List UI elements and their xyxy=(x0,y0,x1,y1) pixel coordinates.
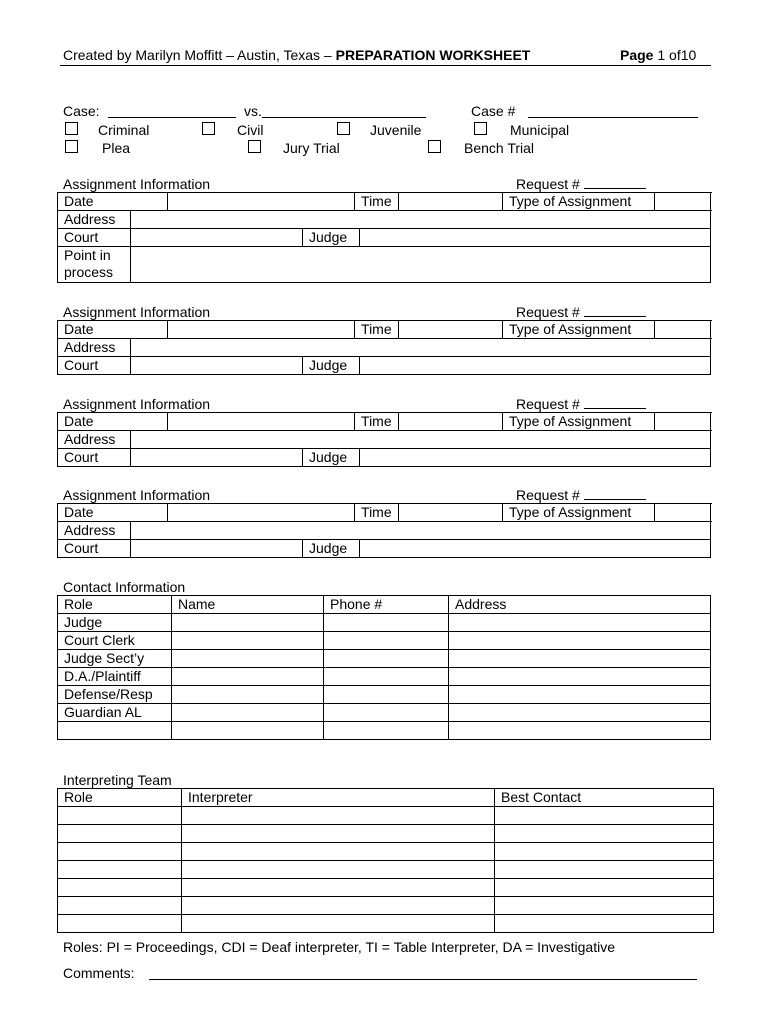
date-cell: Date xyxy=(58,413,168,431)
request-number-field[interactable] xyxy=(584,305,646,317)
assignment-table-3 xyxy=(57,412,711,431)
interpreting-team-heading: Interpreting Team xyxy=(63,772,172,788)
role-field[interactable] xyxy=(58,825,182,843)
judge-value[interactable] xyxy=(360,540,711,558)
contact-role-field[interactable] xyxy=(58,722,172,740)
comments-field[interactable] xyxy=(149,979,697,980)
role-field[interactable] xyxy=(58,879,182,897)
address-label: Address xyxy=(58,431,131,449)
best-contact-field[interactable] xyxy=(495,861,714,879)
table-row xyxy=(58,915,714,933)
address-label: Address xyxy=(58,211,131,229)
best-contact-field[interactable] xyxy=(495,825,714,843)
time-value-cell[interactable] xyxy=(399,193,503,211)
juvenile-label: Juvenile xyxy=(370,122,422,138)
bench-trial-checkbox[interactable] xyxy=(428,140,441,153)
criminal-label: Criminal xyxy=(98,122,150,138)
address-field[interactable] xyxy=(449,614,711,632)
bench-trial-label: Bench Trial xyxy=(464,140,535,156)
name-field[interactable] xyxy=(172,722,324,740)
address-field[interactable] xyxy=(449,686,711,704)
assignment-table-1 xyxy=(57,192,711,211)
case-number-label: Case # xyxy=(471,103,516,119)
interpreter-field[interactable] xyxy=(182,843,495,861)
juvenile-checkbox[interactable] xyxy=(337,122,350,135)
criminal-checkbox[interactable] xyxy=(65,122,78,135)
judge-label: Judge xyxy=(303,229,360,247)
vs-label: vs. xyxy=(244,103,262,119)
page-header xyxy=(63,48,530,62)
type-of-assignment-value[interactable] xyxy=(655,321,711,338)
assignment-table-4 xyxy=(57,503,711,522)
table-row xyxy=(58,879,714,897)
table-row xyxy=(58,686,711,704)
type-of-assignment-value[interactable] xyxy=(655,193,711,210)
assignment-heading: Assignment Information xyxy=(63,176,211,192)
request-number-field[interactable] xyxy=(584,177,646,189)
contact-col-name: Name xyxy=(172,596,324,614)
date-value-cell[interactable] xyxy=(168,413,355,431)
comments-label: Comments: xyxy=(63,965,135,981)
date-cell: Date xyxy=(58,504,168,522)
interpreter-field[interactable] xyxy=(182,807,495,825)
assignment-heading: Assignment Information xyxy=(63,487,211,503)
time-value-cell[interactable] xyxy=(399,413,503,431)
contact-role: Guardian AL xyxy=(58,704,172,722)
date-value-cell[interactable] xyxy=(168,504,355,522)
best-contact-field[interactable] xyxy=(495,843,714,861)
address-value[interactable] xyxy=(131,431,711,449)
judge-label: Judge xyxy=(303,449,360,467)
contact-role: Court Clerk xyxy=(58,632,172,650)
date-value-cell[interactable] xyxy=(168,193,355,211)
case-label: Case: xyxy=(63,103,100,119)
plea-checkbox[interactable] xyxy=(65,140,78,153)
interpreter-field[interactable] xyxy=(182,861,495,879)
interpreting-team-table xyxy=(57,788,714,933)
address-value[interactable] xyxy=(131,211,711,229)
table-row xyxy=(58,614,711,632)
type-of-assignment-value[interactable] xyxy=(655,413,711,430)
court-label: Court xyxy=(58,357,131,375)
address-label: Address xyxy=(58,339,131,357)
time-cell: Time xyxy=(355,193,399,211)
type-of-assignment-label: Type of Assignment xyxy=(503,321,655,338)
interpreter-field[interactable] xyxy=(182,879,495,897)
plea-label: Plea xyxy=(102,140,131,156)
table-row xyxy=(58,897,714,915)
role-field[interactable] xyxy=(58,897,182,915)
date-value-cell[interactable] xyxy=(168,321,355,339)
address-label: Address xyxy=(58,522,131,540)
contact-role: Defense/Resp xyxy=(58,686,172,704)
point-in-process-value[interactable] xyxy=(131,247,711,283)
address-field[interactable] xyxy=(449,650,711,668)
judge-value[interactable] xyxy=(360,229,711,247)
civil-label: Civil xyxy=(237,122,264,138)
time-cell: Time xyxy=(355,504,399,522)
type-of-assignment-label: Type of Assignment xyxy=(503,193,655,210)
best-contact-field[interactable] xyxy=(495,915,714,933)
name-field[interactable] xyxy=(172,668,324,686)
name-field[interactable] xyxy=(172,704,324,722)
contact-role: Judge Sect’y xyxy=(58,650,172,668)
contact-col-phone: Phone # xyxy=(324,596,449,614)
table-row xyxy=(58,807,714,825)
assignment-table-1-body xyxy=(57,210,711,283)
opposing-party-field[interactable] xyxy=(262,117,426,118)
address-field[interactable] xyxy=(449,668,711,686)
name-field[interactable] xyxy=(172,686,324,704)
court-value[interactable] xyxy=(131,449,303,467)
phone-field[interactable] xyxy=(324,668,449,686)
table-row xyxy=(58,632,711,650)
assignment-table-2-body xyxy=(57,338,711,375)
court-label: Court xyxy=(58,229,131,247)
table-row xyxy=(58,861,714,879)
judge-value[interactable] xyxy=(360,357,711,375)
interpreter-field[interactable] xyxy=(182,897,495,915)
jury-trial-checkbox[interactable] xyxy=(248,140,261,153)
contact-heading: Contact Information xyxy=(63,579,186,595)
address-field[interactable] xyxy=(449,632,711,650)
contact-role: D.A./Plaintiff xyxy=(58,668,172,686)
best-contact-field[interactable] xyxy=(495,879,714,897)
roles-legend: Roles: PI = Proceedings, CDI = Deaf interpreter, TI = Table Interpreter, DA = Investigative xyxy=(63,939,615,955)
page-number: Page 1 of10 xyxy=(620,47,697,63)
header-credit: Created by Marilyn Moffitt – Austin, Texas – xyxy=(63,47,336,63)
phone-field[interactable] xyxy=(324,704,449,722)
time-value-cell[interactable] xyxy=(399,321,503,339)
table-row xyxy=(58,825,714,843)
assignment-table-3-body xyxy=(57,430,711,467)
assignment-table-4-body xyxy=(57,521,711,558)
case-number-field[interactable] xyxy=(528,117,698,118)
municipal-checkbox[interactable] xyxy=(474,122,487,135)
request-number-label: Request # xyxy=(516,177,646,191)
name-field[interactable] xyxy=(172,650,324,668)
civil-checkbox[interactable] xyxy=(202,122,215,135)
type-of-assignment-value[interactable] xyxy=(655,504,711,521)
request-number-field[interactable] xyxy=(584,397,646,409)
table-row xyxy=(58,704,711,722)
request-number-label: Request # xyxy=(516,488,646,502)
court-label: Court xyxy=(58,540,131,558)
table-row xyxy=(58,650,711,668)
type-of-assignment-label: Type of Assignment xyxy=(503,413,655,430)
address-field[interactable] xyxy=(449,722,711,740)
time-cell: Time xyxy=(355,413,399,431)
role-field[interactable] xyxy=(58,861,182,879)
address-value[interactable] xyxy=(131,339,711,357)
worksheet-title: PREPARATION WORKSHEET xyxy=(335,47,531,63)
judge-value[interactable] xyxy=(360,449,711,467)
best-contact-field[interactable] xyxy=(495,897,714,915)
judge-label: Judge xyxy=(303,357,360,375)
time-value-cell[interactable] xyxy=(399,504,503,522)
request-number-field[interactable] xyxy=(584,488,646,500)
table-row xyxy=(58,722,711,740)
interpreter-field[interactable] xyxy=(182,915,495,933)
time-cell: Time xyxy=(355,321,399,339)
interp-col-best-contact: Best Contact xyxy=(495,789,714,807)
judge-label: Judge xyxy=(303,540,360,558)
court-value[interactable] xyxy=(131,357,303,375)
role-field[interactable] xyxy=(58,807,182,825)
header-rule xyxy=(60,65,711,66)
phone-field[interactable] xyxy=(324,722,449,740)
table-row xyxy=(58,668,711,686)
contact-col-address: Address xyxy=(449,596,711,614)
assignment-table-2 xyxy=(57,320,711,339)
contact-table xyxy=(57,595,711,740)
phone-field[interactable] xyxy=(324,686,449,704)
court-label: Court xyxy=(58,449,131,467)
point-in-process-label: Point in process xyxy=(58,247,131,283)
phone-field[interactable] xyxy=(324,614,449,632)
request-number-label: Request # xyxy=(516,397,646,411)
table-row xyxy=(58,843,714,861)
best-contact-field[interactable] xyxy=(495,807,714,825)
date-cell: Date xyxy=(58,193,168,211)
court-value[interactable] xyxy=(131,540,303,558)
phone-field[interactable] xyxy=(324,650,449,668)
address-value[interactable] xyxy=(131,522,711,540)
contact-col-role: Role xyxy=(58,596,172,614)
role-field[interactable] xyxy=(58,843,182,861)
municipal-label: Municipal xyxy=(510,122,570,138)
contact-role: Judge xyxy=(58,614,172,632)
assignment-heading: Assignment Information xyxy=(63,304,211,320)
assignment-heading: Assignment Information xyxy=(63,396,211,412)
court-value[interactable] xyxy=(131,229,303,247)
phone-field[interactable] xyxy=(324,632,449,650)
type-of-assignment-label: Type of Assignment xyxy=(503,504,655,521)
interp-col-interpreter: Interpreter xyxy=(182,789,495,807)
request-number-label: Request # xyxy=(516,305,646,319)
role-field[interactable] xyxy=(58,915,182,933)
date-cell: Date xyxy=(58,321,168,339)
jury-trial-label: Jury Trial xyxy=(283,140,340,156)
address-field[interactable] xyxy=(449,704,711,722)
interp-col-role: Role xyxy=(58,789,182,807)
interpreter-field[interactable] xyxy=(182,825,495,843)
name-field[interactable] xyxy=(172,614,324,632)
case-name-field[interactable] xyxy=(108,117,236,118)
name-field[interactable] xyxy=(172,632,324,650)
